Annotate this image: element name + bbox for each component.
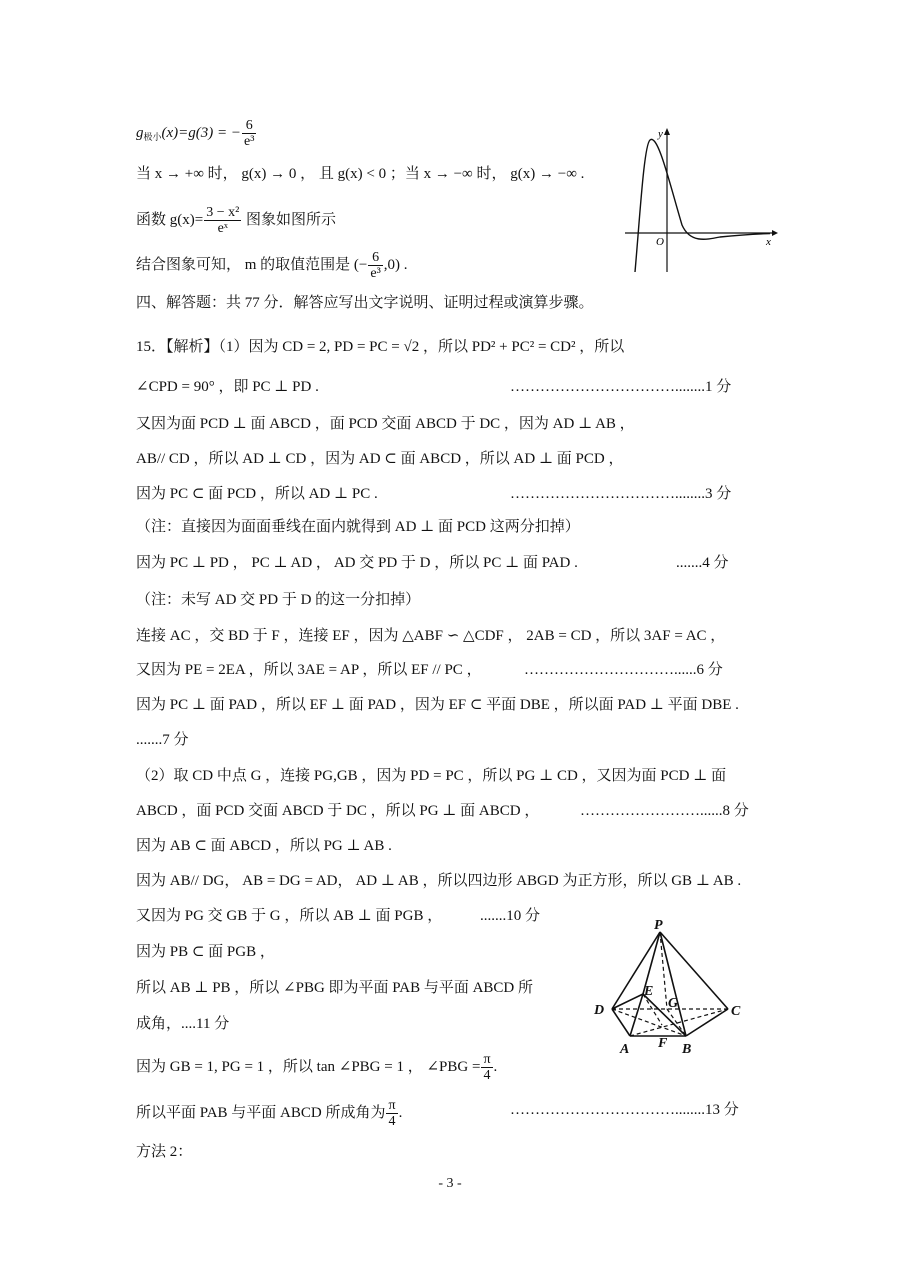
- fraction: [204, 205, 241, 236]
- text: 所以平面 PAB 与平面 ABCD 所成角为: [136, 1104, 386, 1121]
- q15-line-6: 因为 PC ⊥ PD ， PC ⊥ AD ， AD 交 PD 于 D ，所以 PC ⊥ 面 PAD .: [136, 555, 578, 571]
- function-line: [136, 205, 336, 236]
- q15-line-1: 15．【解析】（1）因为 CD = 2, PD = PC = √2 ，所以 PD² + PC² = CD² ，所以: [136, 339, 625, 355]
- section-heading: 四、解答题：共 77 分．解答应写出文字说明、证明过程或演算步骤。: [136, 295, 594, 311]
- numerator: π: [388, 1098, 396, 1113]
- vertex-label-a: A: [620, 1042, 630, 1055]
- score-1: ……………………………........1 分: [510, 379, 732, 395]
- text: (x)=g(3) = −: [161, 124, 242, 141]
- numerator: 6: [368, 250, 382, 266]
- q15-line-14: 因为 AB// DG， AB = DG = AD， AD ⊥ AB ，所以四边形 ABGD 为正方形，所以 GB ⊥ AB .: [136, 873, 742, 889]
- y-label: y: [658, 128, 663, 140]
- text: .: [493, 1058, 498, 1075]
- vertex-label-g: G: [668, 996, 679, 1011]
- x-axis-arrow: [772, 230, 778, 236]
- text: ,0) .: [383, 256, 408, 273]
- fraction: [386, 1098, 397, 1129]
- q15-line-16: 因为 PB ⊂ 面 PGB ，: [136, 944, 275, 960]
- limits-line: 当 x → +∞ 时， g(x) → 0 ， 且 g(x) < 0 ；当 x → −∞ 时， g(x) → −∞ .: [136, 166, 585, 182]
- q15-line-18: 成角，....11 分: [136, 1016, 230, 1032]
- score-10: .......10 分: [480, 908, 541, 924]
- q15-line-13: 因为 AB ⊂ 面 ABCD ，所以 PG ⊥ AB .: [136, 838, 392, 854]
- q15-line-10: .......7 分: [136, 732, 189, 748]
- x-label: x: [766, 236, 771, 248]
- score-6: …………………………......6 分: [524, 662, 723, 678]
- q15-line-9: 因为 PC ⊥ 面 PAD ，所以 EF ⊥ 面 PAD ，因为 EF ⊂ 平面 DBE ，所以面 PAD ⊥ 平面 DBE .: [136, 697, 739, 713]
- text: 函数 g(x)=: [136, 211, 204, 228]
- q15-line-3: 又因为面 PCD ⊥ 面 ABCD ，面 PCD 交面 ABCD 于 DC ，因为 AD ⊥ AB ，: [136, 416, 635, 432]
- q15-line-20: [136, 1098, 402, 1129]
- text: g: [136, 124, 144, 141]
- q15-line-12: ABCD ，面 PCD 交面 ABCD 于 DC ，所以 PG ⊥ 面 ABCD ，: [136, 803, 540, 819]
- method-2-heading: 方法 2：: [136, 1144, 193, 1160]
- q15-line-11: （2）取 CD 中点 G ，连接 PG,GB ，因为 PD = PC ，所以 PG ⊥ CD ，又因为面 PCD ⊥ 面: [136, 768, 727, 784]
- y-axis-arrow: [664, 128, 670, 135]
- text: 结合图象可知， m 的取值范围是 (−: [136, 256, 368, 273]
- q15-line-5: 因为 PC ⊂ 面 PCD ，所以 AD ⊥ PC .: [136, 486, 378, 502]
- vertex-label-c: C: [731, 1004, 741, 1019]
- page-number: - 3 -: [438, 1176, 462, 1191]
- vertex-label-f: F: [658, 1036, 668, 1051]
- pyramid-figure: [580, 915, 780, 1055]
- q15-line-15: 又因为 PG 交 GB 于 G ，所以 AB ⊥ 面 PGB ，: [136, 908, 443, 924]
- q15-line-7: 连接 AC ，交 BD 于 F ，连接 EF ，因为 △ABF ∽ △CDF ， 2AB = CD ，所以 3AF = AC ，: [136, 628, 726, 644]
- denominator: 4: [483, 1068, 491, 1083]
- q15-line-2: ∠CPD = 90° ，即 PC ⊥ PD .: [136, 379, 319, 395]
- q15-line-4: AB// CD ，所以 AD ⊥ CD ，因为 AD ⊂ 面 ABCD ，所以 AD ⊥ 面 PCD ，: [136, 451, 624, 467]
- vertex-label-p: P: [654, 918, 663, 933]
- text: .: [398, 1104, 403, 1121]
- range-line: [136, 250, 408, 281]
- vertex-label-b: B: [682, 1042, 692, 1055]
- score-8: ……………………......8 分: [580, 803, 749, 819]
- denominator: e³: [244, 134, 255, 149]
- vertex-label-e: E: [644, 984, 654, 999]
- curve: [635, 139, 770, 272]
- denominator: 4: [388, 1114, 396, 1129]
- score-3: ……………………………........3 分: [510, 486, 732, 502]
- q15-line-17: 所以 AB ⊥ PB ，所以 ∠PBG 即为平面 PAB 与平面 ABCD 所: [136, 980, 534, 996]
- numerator: π: [483, 1052, 491, 1067]
- q15-line-8: 又因为 PE = 2EA ，所以 3AE = AP ，所以 EF // PC ，: [136, 662, 482, 678]
- text: 图象如图所示: [242, 211, 337, 228]
- score-4: .......4 分: [676, 555, 729, 571]
- text: 因为 GB = 1, PG = 1 ，所以 tan ∠PBG = 1 ， ∠PBG =: [136, 1058, 481, 1075]
- q15-line-19: [136, 1052, 497, 1083]
- numerator: 6: [242, 118, 256, 134]
- denominator: eˣ: [217, 221, 228, 236]
- vertex-label-d: D: [594, 1003, 605, 1018]
- gmin-line: [136, 118, 257, 149]
- numerator: 3 − x²: [206, 205, 240, 220]
- fraction: [481, 1052, 492, 1083]
- score-13: ……………………………........13 分: [510, 1102, 739, 1118]
- note-2: （注：未写 AD 交 PD 于 D 的这一分扣掉）: [136, 592, 421, 608]
- origin-label: O: [656, 236, 664, 248]
- fraction: [242, 118, 256, 149]
- note-1: （注：直接因为面面垂线在面内就得到 AD ⊥ 面 PCD 这两分扣掉）: [136, 519, 580, 535]
- fraction: [368, 250, 382, 281]
- text: 极小: [143, 131, 162, 142]
- solid-edges: [612, 932, 728, 1036]
- denominator: e³: [370, 266, 381, 281]
- function-graph: [620, 125, 780, 275]
